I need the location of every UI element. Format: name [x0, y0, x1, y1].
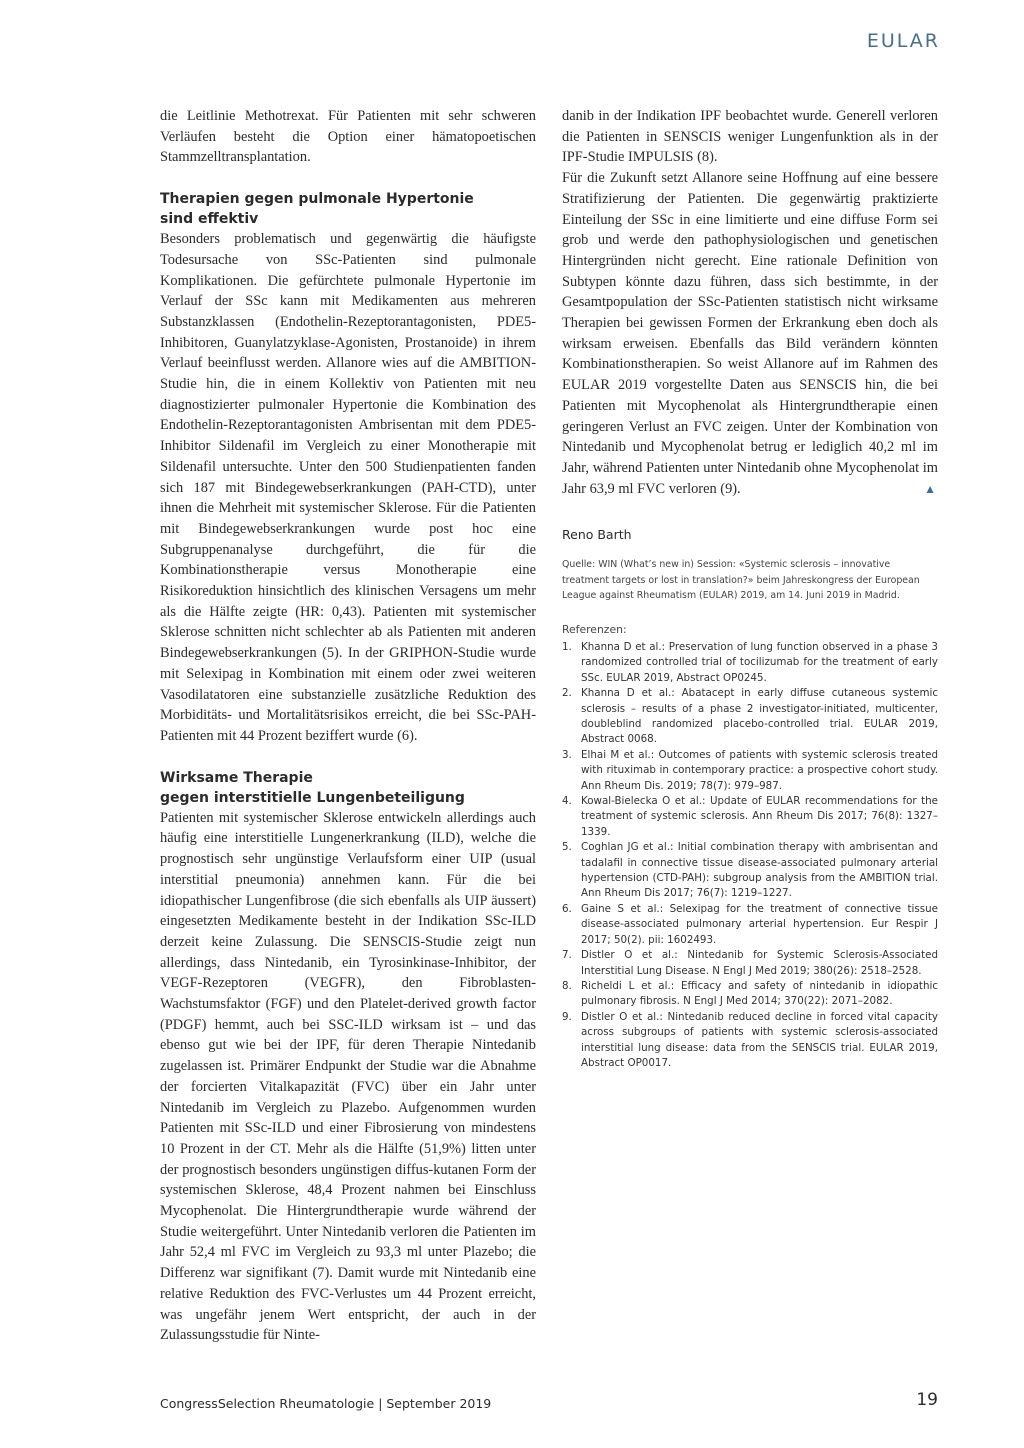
reference-item	[562, 902, 938, 948]
footer-publication: CongressSelection Rheumatologie | September 2019	[160, 1396, 492, 1411]
continuation-paragraph: danib in der Indikation IPF beobachtet wurde. Generell verloren die Patienten in SENSCIS weniger Lungenfunktion als in der IPF-Studie IMPULSIS (8).	[562, 108, 938, 166]
reference-item	[562, 794, 938, 840]
outlook-text: Für die Zukunft setzt Allanore seine Hoffnung auf eine bessere Stratifizierung der Patienten. Die gegenwärtig praktizierte Einteilung der SSc in eine limitierte und eine diffuse Form sei grob und werde den pathophysiologischen und genetischen Hintergründen nicht gerecht. Eine rationale Definition von Subtypen könnte dazu führen, dass sich bestimmte, in der Gesamtpopulation der SSc-Patienten statistisch nicht wirksame Therapien bei gewissen Formen der Erkrankung eben doch als wirksam erweisen. Ebenfalls das Bild verändern könnten Kombinationstherapien. So weist Allanore auf im Rahmen des EULAR 2019 vorgestellte Daten aus SENSCIS hin, die bei Patienten mit Mycophenolat als Hintergrundtherapie einen geringeren Verlust an FVC zeigen. Unter der Kombination von Nintedanib und Mycophenolat betrug er lediglich 40,2 ml im Jahr, während Patienten unter Nintedanib ohne Mycophenolat im Jahr 63,9 ml FVC verloren (9).	[562, 170, 938, 497]
reference-item	[562, 948, 938, 979]
reference-item	[562, 979, 938, 1010]
reference-item	[562, 1010, 938, 1072]
reference-text: Distler O et al.: Nintedanib for Systemic Sclerosis-Associated Interstitial Lung Disease. N Engl J Med 2019; 380(26): 2518–2528.	[581, 949, 938, 977]
source-note: Quelle: WIN (What’s new in) Session: «Systemic sclerosis – innovative treatment targets or lost in translation?» beim Jahreskongress der European League against Rheumatism (EULAR) 2019, am 14. Juni 2019 in Madrid.	[562, 559, 920, 601]
reference-number: 5.	[562, 841, 572, 854]
reference-text: Coghlan JG et al.: Initial combination therapy with ambrisentan and tadalafil in connective tissue disease-associated pulmonary arterial hypertension (CTD-PAH): subgroup analysis from the AMBITION trial. Ann Rheum Dis 2017; 76(7): 1219–1227.	[581, 841, 938, 900]
section-label: EULAR	[866, 30, 940, 52]
reference-number: 1.	[562, 640, 572, 653]
left-column	[160, 106, 536, 1346]
heading-line: gegen interstitielle Lungenbeteiligung	[160, 789, 465, 806]
heading-line: Therapien gegen pulmonale Hypertonie	[160, 191, 474, 208]
reference-number: 9.	[562, 1010, 572, 1023]
references-title: Referenzen:	[562, 622, 627, 636]
reference-text: Kowal-Bielecka O et al.: Update of EULAR recommendations for the treatment of systemic sclerosis. Ann Rheum Dis 2017; 76(8): 1327–1339.	[581, 795, 938, 838]
intro-paragraph: die Leitlinie Methotrexat. Für Patienten mit sehr schweren Verläufen besteht die Option einer hämatopoetischen Stammzelltransplantation.	[160, 108, 536, 166]
reference-item	[562, 686, 938, 748]
section-pulmonary-hypertension: Besonders problematisch und gegenwärtig die häufigste Todesursache von SSc-Patienten sind pulmonale Komplikationen. Die gefürchtete pulmonale Hypertonie im Verlauf der SSc kann mit Medikamenten aus mehreren Substanzklassen (Endothelin-Rezeptorantagonisten, PDE5-Inhibitoren, Guanylatzyklase-Agonisten, Prostanoide) in ihrem Verlauf beeinflusst werden. Allanore wies auf die AMBITION-Studie hin, die in einem Kollektiv von Patienten mit neu diagnostizierter pulmonaler Hypertonie die Kombination des Endothelin-Rezeptorantagonisten Ambrisentan mit dem PDE5-Inhibitor Sildenafil im Vergleich zu einer Monotherapie mit Sildenafil untersuchte. Unter den 500 Studienpatienten fanden sich 187 mit Bindegewebserkrankungen (PAH-CTD), unter ihnen die Mehrheit mit systemischer Sklerose. Für die Patienten mit Bindegewebserkrankungen wurde post hoc eine Subgruppenanalyse durchgeführt, die für die Kombinationstherapie versus Monotherapie eine Risikoreduktion hinsichtlich des klinischen Versagens um mehr als die Hälfte zeigte (HR: 0,43). Patienten mit systemischer Sklerose schnitten nicht schlechter ab als Patienten mit anderen Bindegewebserkrankungen (5). In der GRIPHON-Studie wurde mit Selexipag in Kombination mit einem oder zwei weiteren Vasodilatatoren eine substanzielle zusätzliche Reduktion des Morbiditäts- und Mortalitätsrisikos erreicht, die bei SSc-PAH-Patienten mit 44 Prozent beziffert wurde (6).	[160, 231, 536, 744]
reference-number: 8.	[562, 979, 572, 992]
reference-number: 4.	[562, 795, 572, 808]
page-number: 19	[916, 1390, 938, 1410]
references-list	[562, 640, 938, 1071]
reference-text: Elhai M et al.: Outcomes of patients with systemic sclerosis treated with rituximab in contemporary practice: a prospective cohort study. Ann Rheum Dis. 2019; 78(7): 979–987.	[581, 748, 938, 792]
outlook-paragraph	[562, 168, 938, 499]
reference-item	[562, 840, 938, 902]
reference-item	[562, 748, 938, 794]
reference-text: Khanna D et al.: Abatacept in early diffuse cutaneous systemic sclerosis – results of a phase 2 investigator-initiated, multicenter, doubleblind randomized placebo-controlled trial. EULAR 2019, Abstract 0068.	[581, 687, 938, 746]
reference-number: 2.	[562, 687, 572, 700]
right-column	[562, 106, 938, 1071]
reference-text: Richeldi L et al.: Efficacy and safety of nintedanib in idiopathic pulmonary fibrosis. N Engl J Med 2014; 370(22): 2071–2082.	[581, 979, 938, 1008]
heading-interstitial-lung	[160, 768, 536, 808]
heading-pulmonary-hypertension	[160, 189, 536, 229]
heading-line: sind effektiv	[160, 211, 259, 228]
author-name: Reno Barth	[562, 527, 632, 543]
reference-text: Gaine S et al.: Selexipag for the treatment of connective tissue disease-associated pulmonary arterial hypertension. Eur Respir J 2017; 50(2). pii: 1602493.	[581, 902, 938, 946]
heading-line: Wirksame Therapie	[160, 769, 313, 786]
reference-number: 3.	[562, 748, 572, 761]
reference-text: Khanna D et al.: Preservation of lung function observed in a phase 3 randomized controlled trial of tocilizumab for the treatment of early SSc. EULAR 2019, Abstract OP0245.	[581, 640, 938, 684]
reference-number: 7.	[562, 949, 572, 962]
end-of-article-triangle-icon: ▲	[924, 481, 936, 496]
reference-item	[562, 640, 938, 686]
section-interstitial-lung: Patienten mit systemischer Sklerose entwickeln allerdings auch häufig eine interstitielle Lungenerkrankung (ILD), welche die prognostisch sehr ungünstige Verlaufsform einer UIP (usual interstitial pneumonia) annehmen kann. Für die bei idiopathischer Lungenfibrose (die sich ebenfalls als UIP äussert) eingesetzten Medikamente besteht in der Indikation SSc-ILD derzeit keine Zulassung. Die SENSCIS-Studie zeigt nun allerdings, dass Nintedanib, ein Tyrosinkinase-Inhibitor, der VEGF-Rezeptoren (VEGFR), den Fibroblasten-Wachstumsfaktor (FGF) und den Platelet-derived growth factor (PDGF) hemmt, auch bei SSC-ILD wirksam ist – und das ebenso gut wie bei der IPF, für deren Therapie Nintedanib zugelassen ist. Primärer Endpunkt der Studie war die Abnahme der forcierten Vitalkapazität (FVC) über ein Jahr unter Nintedanib im Vergleich zu Plazebo. Aufgenommen wurden Patienten mit SSc-ILD und einer Fibrosierung von mindestens 10 Prozent in der CT. Mehr als die Hälfte (51,9%) litten unter der prognostisch besonders ungünstigen diffus-kutanen Form der systemischen Sklerose, 48,4 Prozent nahmen bei Einschluss Mycophenolat. Die Hintergrundtherapie wurde während der Studie weitergeführt. Unter Nintedanib verloren die Patienten im Jahr 52,4 ml FVC im Vergleich zu 93,3 ml unter Plazebo; die Differenz war signifikant (7). Damit wurde mit Nintedanib eine relative Reduktion des FVC-Verlustes um 44 Prozent erreicht, was ungefähr jenem Wert entspricht, der auch in der Zulassungsstudie für Ninte-	[160, 809, 536, 1344]
reference-number: 6.	[562, 902, 572, 915]
reference-text: Distler O et al.: Nintedanib reduced decline in forced vital capacity across subgroups of patients with systemic sclerosis-associated interstitial lung disease: data from the SENSCIS trial. EULAR 2019, Abstract OP0017.	[581, 1010, 938, 1069]
